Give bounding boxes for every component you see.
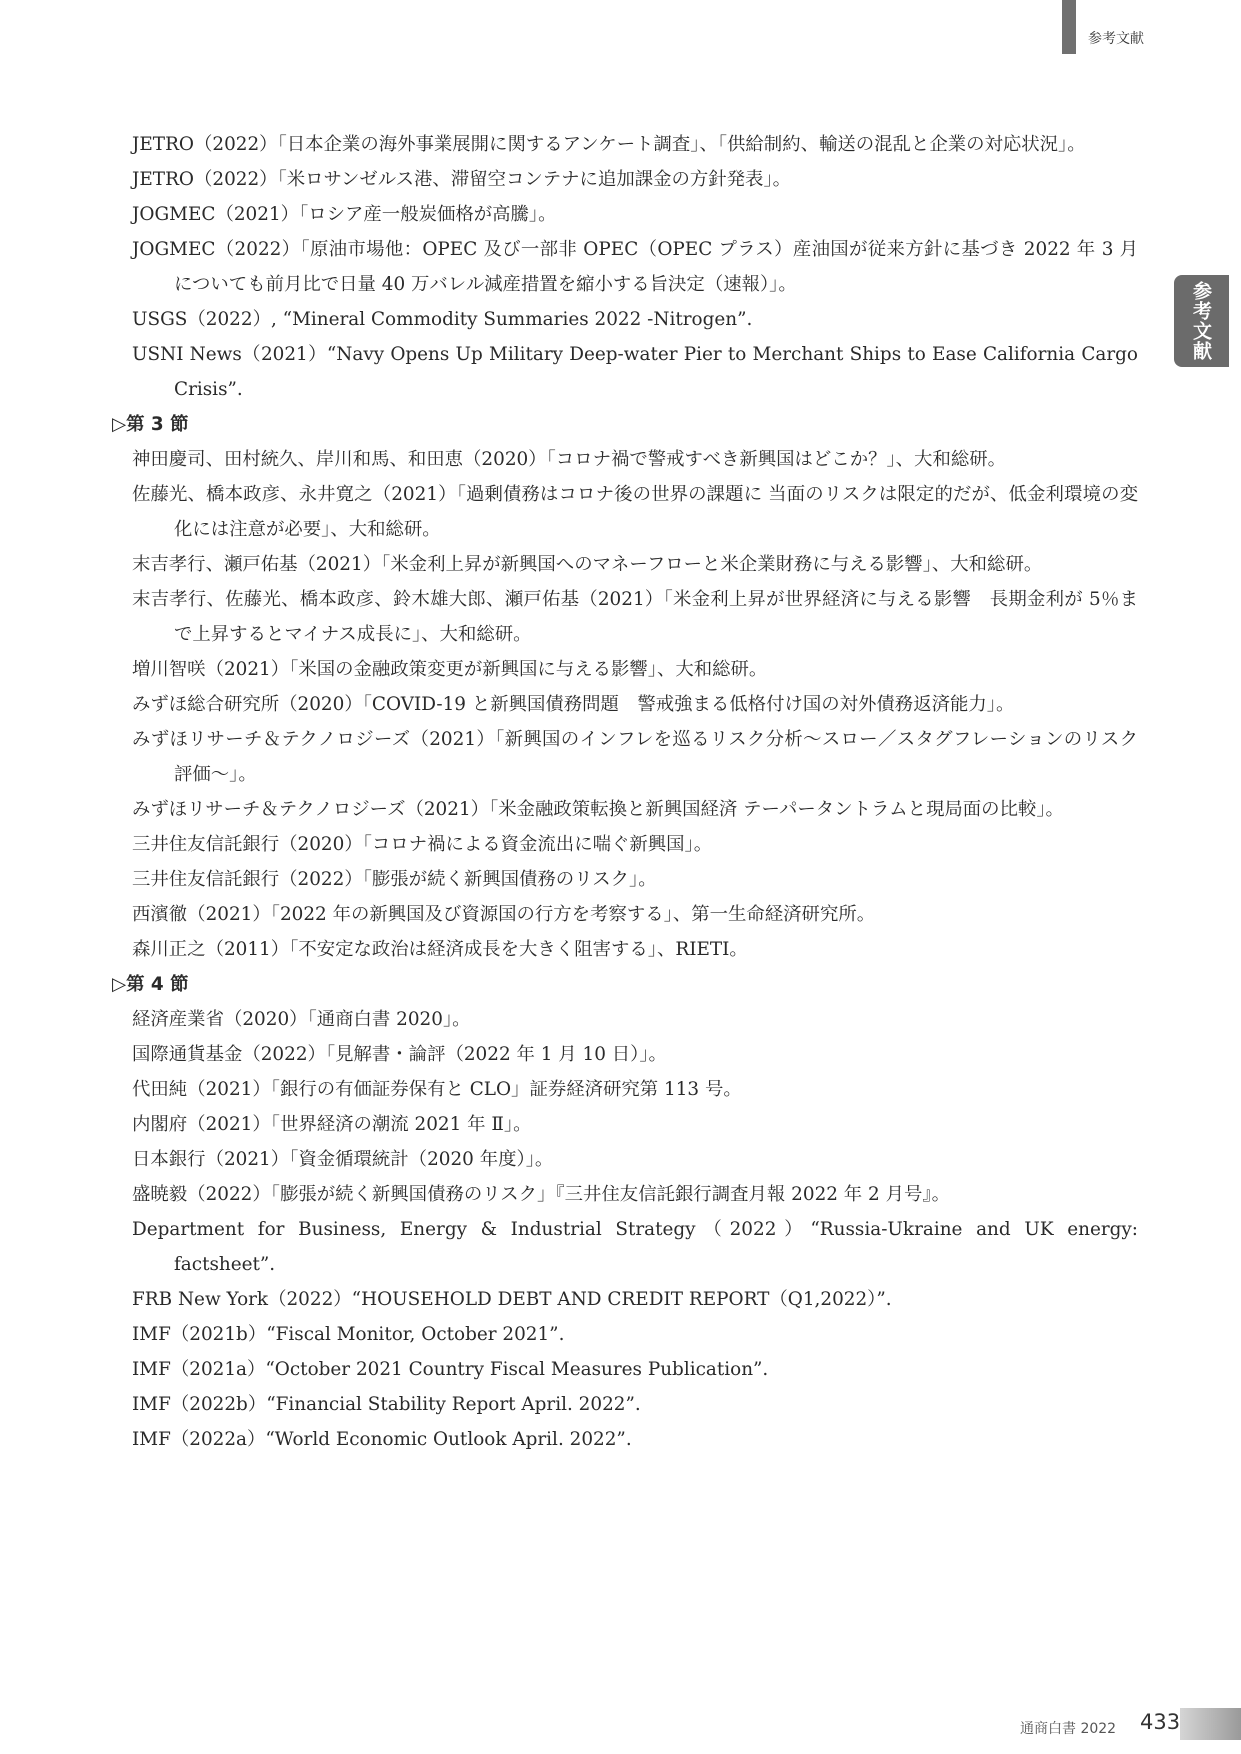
reference-entry: 日本銀行（2021）「資金循環統計（2020 年度）」。 [132,1149,554,1170]
reference-entry: FRB New York（2022）“HOUSEHOLD DEBT AND CREDIT REPORT（Q1,2022）”. [132,1289,892,1310]
reference-entry: 盛暁毅（2022）「膨張が続く新興国債務のリスク」『三井住友信託銀行調査月報 2022 年 2 月号』。 [132,1184,950,1205]
reference-entry: 増川智咲（2021）「米国の金融政策変更が新興国に与える影響」、大和総研。 [132,659,768,680]
footer-publication-title: 通商白書 2022 [1020,1721,1117,1737]
reference-entry: JETRO（2022）「米ロサンゼルス港、滞留空コンテナに追加課金の方針発表」。 [132,169,792,190]
reference-entry: みずほリサーチ＆テクノロジーズ（2021）「新興国のインフレを巡るリスク分析～スロー／スタグフレーションのリスク評価～」。 [132,729,1138,785]
reference-entry: IMF（2022a）“World Economic Outlook April. 2022”. [132,1429,632,1450]
reference-entry: みずほリサーチ＆テクノロジーズ（2021）「米金融政策転換と新興国経済 テーパータントラムと現局面の比較」。 [132,799,1064,820]
reference-entry: 三井住友信託銀行（2022）「膨張が続く新興国債務のリスク」。 [132,869,657,890]
page-number: 433 [1140,1710,1181,1734]
reference-entry: みずほ総合研究所（2020）「COVID-19 と新興国債務問題 警戒強まる低格付け国の対外債務返済能力」。 [132,694,1015,715]
reference-entry: 代田純（2021）「銀行の有価証券保有と CLO」証券経済研究第 113 号。 [132,1079,742,1100]
side-index-tab [1174,275,1229,367]
footer-bar [1180,1708,1241,1740]
reference-entry: USGS（2022）, “Mineral Commodity Summaries 2022 -Nitrogen”. [132,309,753,330]
reference-entry: JOGMEC（2021）「ロシア産一般炭価格が高騰」。 [132,204,557,225]
reference-entry: 神田慶司、田村統久、岸川和馬、和田恵（2020）「コロナ禍で警戒すべき新興国はどこか？」、大和総研。 [132,449,1007,470]
reference-entry: 西濱徹（2021）「2022 年の新興国及び資源国の行方を考察する」、第一生命経済研究所。 [132,904,876,925]
reference-entry: IMF（2021b）“Fiscal Monitor, October 2021”. [132,1324,565,1345]
reference-entry: Department for Business, Energy & Industrial Strategy（2022）“Russia-Ukraine and UK energy: factsheet”. [132,1219,1138,1275]
reference-entry: 経済産業省（2020）「通商白書 2020」。 [132,1009,471,1030]
reference-entry: 三井住友信託銀行（2020）「コロナ禍による資金流出に喘ぐ新興国」。 [132,834,713,855]
reference-entry: 内閣府（2021）「世界経済の潮流 2021 年 Ⅱ」。 [132,1114,532,1135]
reference-entry: IMF（2021a）“October 2021 Country Fiscal Measures Publication”. [132,1359,769,1380]
reference-entry: 末吉孝行、瀬戸佑基（2021）「米金利上昇が新興国へのマネーフローと米企業財務に与える影響」、大和総研。 [132,554,1043,575]
section-heading: ▷第 3 節 [112,414,189,435]
reference-entry: 森川正之（2011）「不安定な政治は経済成長を大きく阻害する」、RIETI。 [132,939,748,960]
side-index-tab-label: 参考文献 [1190,281,1212,361]
reference-entry: JOGMEC（2022）「原油市場他：OPEC 及び一部非 OPEC（OPEC プラス）産油国が従来方針に基づき 2022 年 3 月についても前月比で日量 40 万バレル減産措置を縮小する旨決定（速報）」。 [132,239,1138,295]
reference-entry: 国際通貨基金（2022）「見解書・論評（2022 年 1 月 10 日）」。 [132,1044,667,1065]
reference-entry: JETRO（2022）「日本企業の海外事業展開に関するアンケート調査」、「供給制約、輸送の混乱と企業の対応状況」。 [132,134,1086,155]
reference-entry: USNI News（2021）“Navy Opens Up Military Deep-water Pier to Merchant Ships to Ease California Cargo Crisis”. [132,344,1138,400]
reference-entry: 末吉孝行、佐藤光、橋本政彦、鈴木雄大郎、瀬戸佑基（2021）「米金利上昇が世界経済に与える影響 長期金利が 5％まで上昇するとマイナス成長に」、大和総研。 [132,589,1138,645]
reference-entry: IMF（2022b）“Financial Stability Report April. 2022”. [132,1394,641,1415]
header-section-label: 参考文献 [1088,31,1144,47]
reference-list [112,127,1138,1457]
reference-entry: 佐藤光、橋本政彦、永井寛之（2021）「過剰債務はコロナ後の世界の課題に 当面のリスクは限定的だが、低金利環境の変化には注意が必要」、大和総研。 [132,484,1138,540]
section-heading: ▷第 4 節 [112,974,189,995]
header-bar [1062,0,1076,54]
